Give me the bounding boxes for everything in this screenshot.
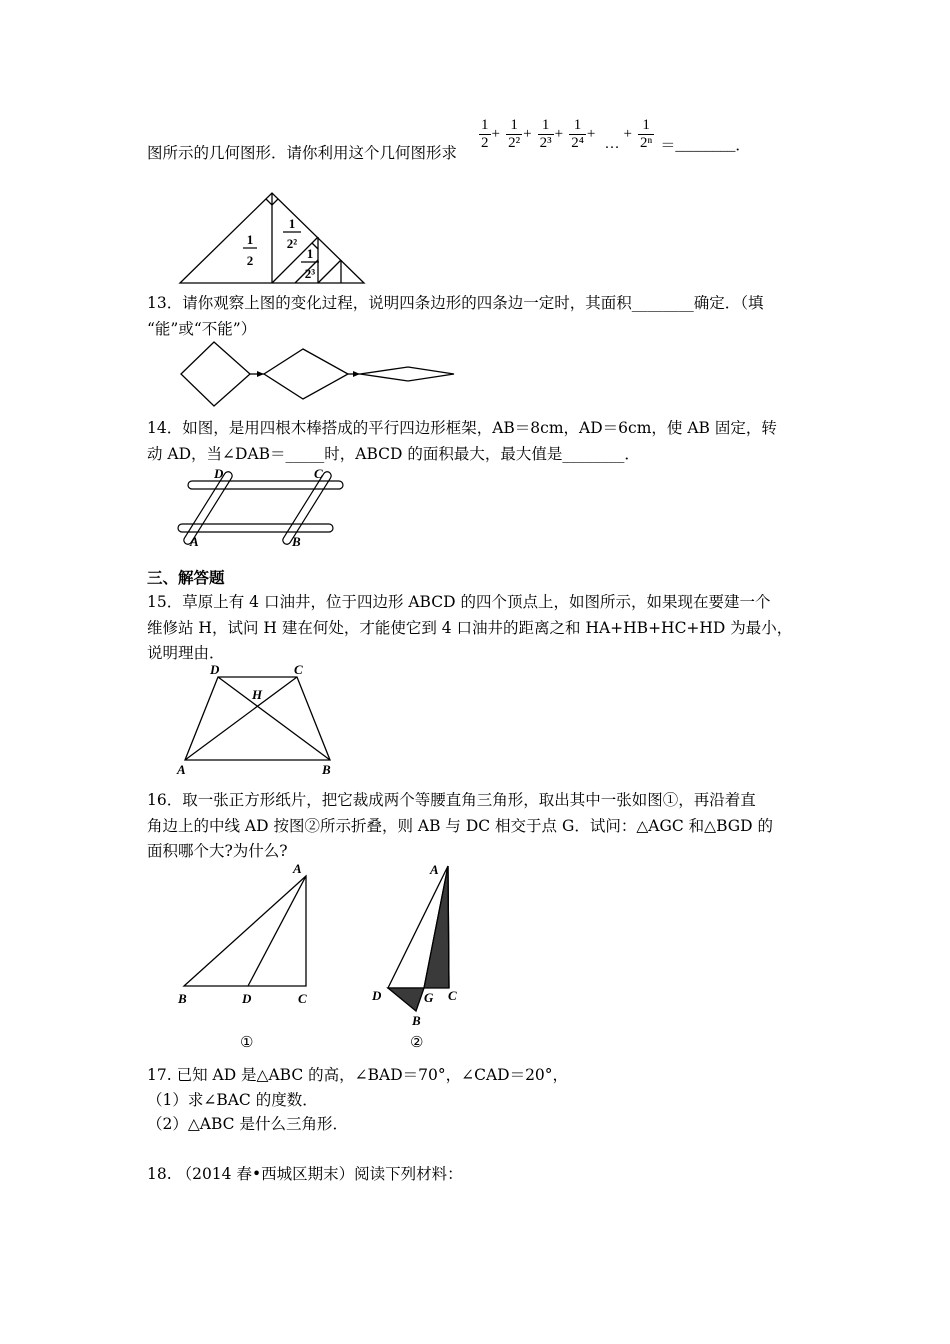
q12-series: $\frac{1}{2}$ + $\frac{1}{\text{2²}}$ + $\frac{1}{\text{2³}}$ + $\frac{1}{\text{2⁴}}$ + …+ $\frac{1}{\text{2ⁿ}}$ ＝________． xyxy=(481,117,751,154)
q16-line1: 16．取一张正方形纸片，把它裁成两个等腰直角三角形，取出其中一张如图①，再沿着直 xyxy=(147,791,756,809)
q16-fig1-label-A: A xyxy=(293,861,302,876)
q15-label-H: H xyxy=(252,687,263,702)
q15-line3: 说明理由． xyxy=(147,644,225,662)
q12-text xyxy=(147,143,457,163)
q12-term-1: $\frac{1}{2}$ xyxy=(481,117,489,151)
q12-term-3: $\frac{1}{\text{2³}}$ xyxy=(539,117,552,151)
q15-label-C: C xyxy=(294,662,303,677)
q16-figure-2 xyxy=(368,858,478,1053)
q16-fig1-label-B: B xyxy=(178,991,187,1006)
q17-line1: 17. 已知 AD 是△ABC 的高，∠BAD＝70°，∠CAD＝20°， xyxy=(147,1066,569,1084)
q12-figure xyxy=(175,188,370,288)
q16-fig1-label-C: C xyxy=(298,991,307,1006)
q15-line2: 维修站 H，试问 H 建在何处，才能使它到 4 口油井的距离之和 HA+HB+HC+HD 为最小， xyxy=(147,619,793,637)
q14-line2: 动 AD，当∠DAB＝_____时，ABCD 的面积最大，最大值是________． xyxy=(147,445,640,463)
q17-line2: （1）求∠BAC 的度数． xyxy=(147,1091,318,1109)
q15-label-A: A xyxy=(177,762,186,777)
q16-figure-1 xyxy=(172,858,317,1053)
q14-line1: 14．如图，是用四根木棒搭成的平行四边形框架，AB＝8cm，AD＝6cm，使 AB 固定，转 xyxy=(147,419,777,437)
q12-ellipsis: … xyxy=(604,136,620,152)
q13-line2: “能”或“不能”） xyxy=(147,320,257,338)
q16-fig1-caption: ① xyxy=(240,1035,254,1051)
q15-label-D: D xyxy=(210,662,220,677)
q12-equals-blank: ＝________． xyxy=(660,138,751,154)
q15-label-B: B xyxy=(322,762,331,777)
q15-line1: 15．草原上有 4 口油井，位于四边形 ABCD 的四个顶点上，如图所示，如果现在要建一个 xyxy=(147,593,771,611)
q16-fig1-label-D: D xyxy=(242,991,252,1006)
q14-label-A: A xyxy=(190,534,199,549)
q16-fig2-label-A: A xyxy=(430,862,439,877)
q12-term-n: $\frac{1}{\text{2ⁿ}}$ xyxy=(640,117,653,151)
q12-fig-num-2: 1 xyxy=(288,216,296,231)
q13-line1: 13．请你观察上图的变化过程，说明四条边形的四条边一定时，其面积________确定．（填 xyxy=(147,294,764,312)
q15-figure xyxy=(172,662,342,777)
q14-label-D: D xyxy=(214,466,224,481)
q14-figure xyxy=(175,464,350,550)
section-heading: 三、解答题 xyxy=(147,568,225,587)
q14-label-B: B xyxy=(292,534,301,549)
q13-figure xyxy=(178,337,458,409)
q12-prefix: 图所示的几何图形．请你利用这个几何图形求 xyxy=(147,144,458,162)
q17-line3: （2）△ABC 是什么三角形． xyxy=(147,1115,348,1133)
q16-fig2-label-B: B xyxy=(412,1013,421,1028)
q12-fig-num-3: 1 xyxy=(306,246,314,261)
q12-term-4: $\frac{1}{\text{2⁴}}$ xyxy=(571,117,584,151)
q16-fig2-label-C: C xyxy=(448,988,457,1003)
q16-line3: 面积哪个大?为什么? xyxy=(147,842,288,860)
q14-label-C: C xyxy=(314,466,323,481)
q12-fig-num-1: 1 xyxy=(246,232,254,247)
q16-fig2-label-G: G xyxy=(424,990,434,1005)
q12-fig-den-3: 2³ xyxy=(304,266,316,281)
q12-term-2: $\frac{1}{\text{2²}}$ xyxy=(508,117,521,151)
q16-line2: 角边上的中线 AD 按图②所示折叠，则 AB 与 DC 相交于点 G．试问：△AGC 和△BGD 的 xyxy=(147,817,773,835)
q16-fig2-label-D: D xyxy=(372,988,382,1003)
q18-line1: 18. （2014 春•西城区期末）阅读下列材料： xyxy=(147,1165,463,1183)
q16-fig2-caption: ② xyxy=(410,1035,424,1051)
q12-fig-den-2: 2² xyxy=(286,236,298,251)
q12-fig-den-1: 2 xyxy=(246,253,254,268)
